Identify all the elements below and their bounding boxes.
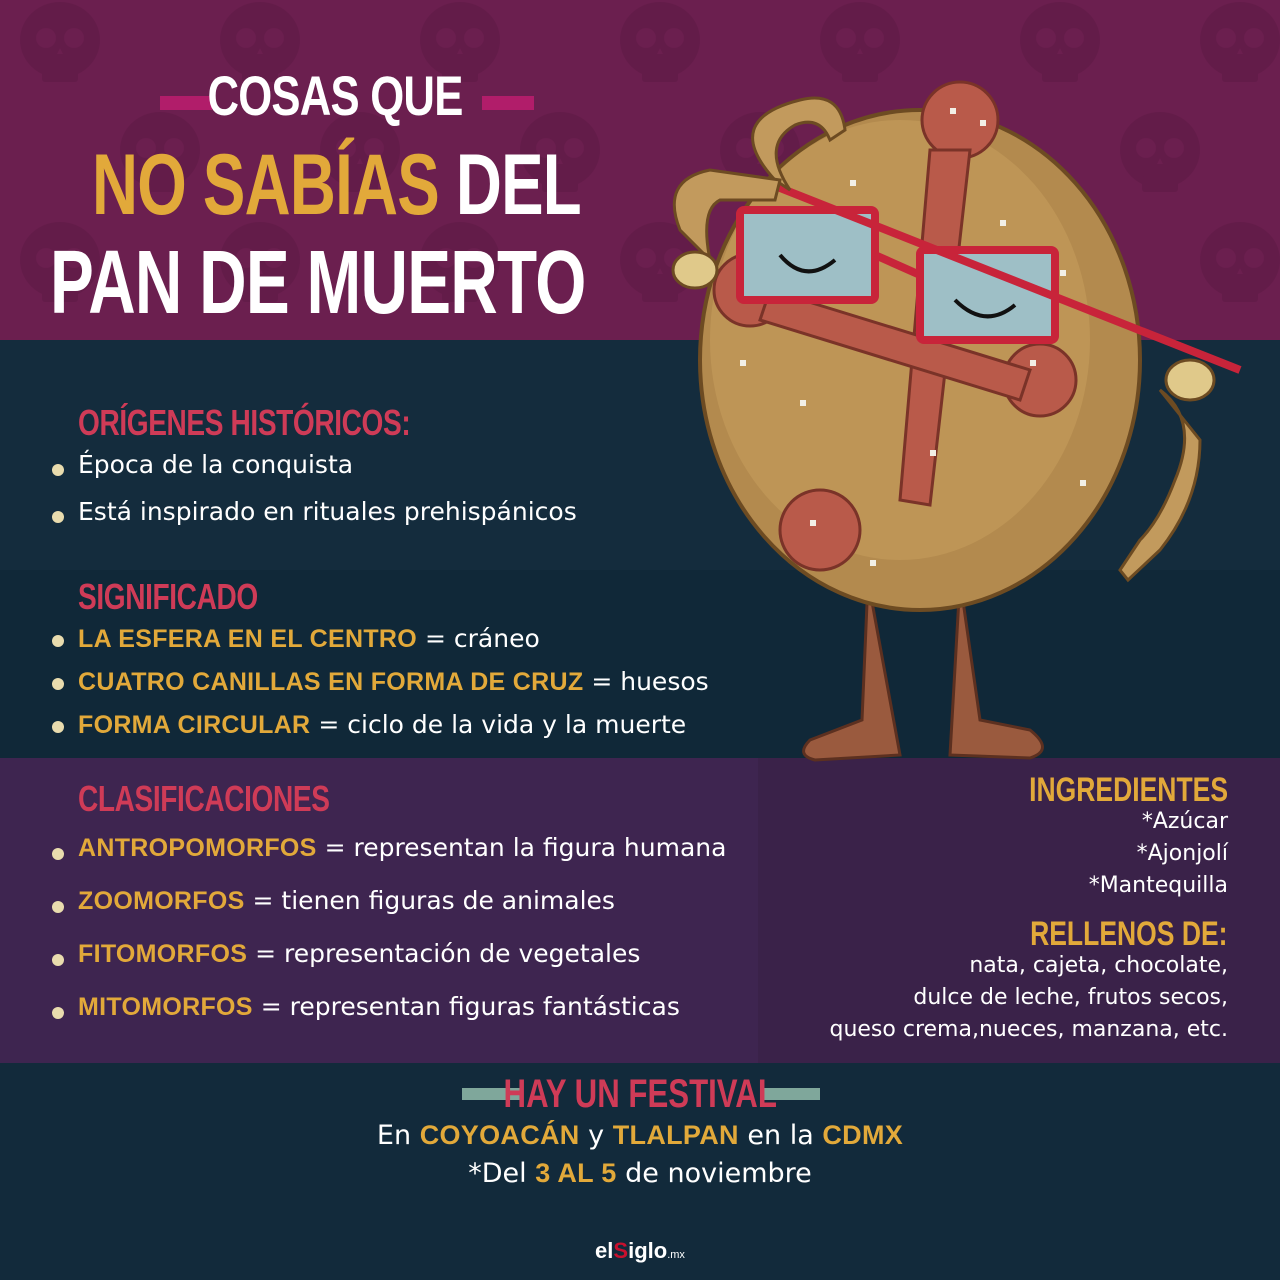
list-item: [52, 492, 577, 539]
list-item: [52, 826, 726, 879]
classifications-heading: CLASIFICACIONES: [78, 778, 330, 819]
ingredient-3: *Mantequilla: [1088, 873, 1228, 898]
fillings-block: [829, 915, 1228, 1046]
class-value-4: = representan figuras fantásticas: [252, 992, 680, 1021]
place-tlalpan: TLALPAN: [612, 1120, 739, 1150]
title-line-2-rest: DEL: [438, 137, 581, 233]
title-line-3: PAN DE MUERTO: [50, 233, 586, 333]
ingredients-block: [973, 771, 1228, 902]
classifications-list: [52, 826, 726, 1038]
origins-item-1: Época de la conquista: [78, 450, 354, 479]
elsiglo-logo: elSiglo.mx: [595, 1238, 685, 1263]
fillings-line-3: queso crema,nueces, manzana, etc.: [829, 1017, 1228, 1042]
festival-dates: *Del 3 AL 5 de noviembre: [468, 1158, 812, 1189]
meaning-key-3: FORMA CIRCULAR: [78, 711, 311, 739]
origins-list: [52, 445, 577, 539]
fillings-heading: RELLENOS DE:: [1030, 915, 1228, 953]
list-item: [52, 661, 709, 704]
class-value-2: = tienen figuras de animales: [244, 886, 615, 915]
meaning-key-1: LA ESFERA EN EL CENTRO: [78, 625, 418, 653]
festival-heading: HAY UN FESTIVAL: [503, 1072, 777, 1116]
class-key-3: FITOMORFOS: [78, 940, 248, 968]
class-value-1: = representan la figura humana: [316, 833, 727, 862]
meaning-value-1: = cráneo: [417, 624, 540, 653]
meaning-heading: SIGNIFICADO: [78, 576, 258, 617]
list-item: [52, 445, 577, 492]
place-coyoacan: COYOACÁN: [419, 1120, 580, 1150]
place-cdmx: CDMX: [822, 1120, 904, 1150]
list-item: [52, 704, 709, 747]
origins-item-2: Está inspirado en rituales prehispánicos: [78, 497, 577, 526]
list-item: [52, 985, 726, 1038]
class-key-1: ANTROPOMORFOS: [78, 834, 317, 862]
meaning-key-2: CUATRO CANILLAS EN FORMA DE CRUZ: [78, 668, 584, 696]
meaning-list: [52, 618, 709, 747]
title-highlight: NO SABÍAS: [92, 137, 439, 233]
ingredients-heading: INGREDIENTES: [1029, 771, 1228, 809]
fillings-line-2: dulce de leche, frutos secos,: [913, 985, 1228, 1010]
class-key-4: MITOMORFOS: [78, 993, 253, 1021]
class-key-2: ZOOMORFOS: [78, 887, 245, 915]
origins-heading: ORÍGENES HISTÓRICOS:: [78, 402, 411, 443]
title-line-1: COSAS QUE: [207, 64, 463, 127]
class-value-3: = representación de vegetales: [247, 939, 641, 968]
title-dash-right: [482, 96, 534, 110]
title-line-2: [92, 137, 581, 233]
festival-location: En COYOACÁN y TLALPAN en la CDMX: [376, 1120, 904, 1151]
fillings-line-1: nata, cajeta, chocolate,: [969, 953, 1228, 978]
meaning-value-2: = huesos: [583, 667, 709, 696]
ingredient-1: *Azúcar: [1141, 809, 1228, 834]
ingredient-2: *Ajonjolí: [1136, 841, 1228, 866]
date-range: 3 AL 5: [535, 1158, 617, 1188]
list-item: [52, 879, 726, 932]
meaning-value-3: = ciclo de la vida y la muerte: [310, 710, 687, 739]
list-item: [52, 618, 709, 661]
list-item: [52, 932, 726, 985]
